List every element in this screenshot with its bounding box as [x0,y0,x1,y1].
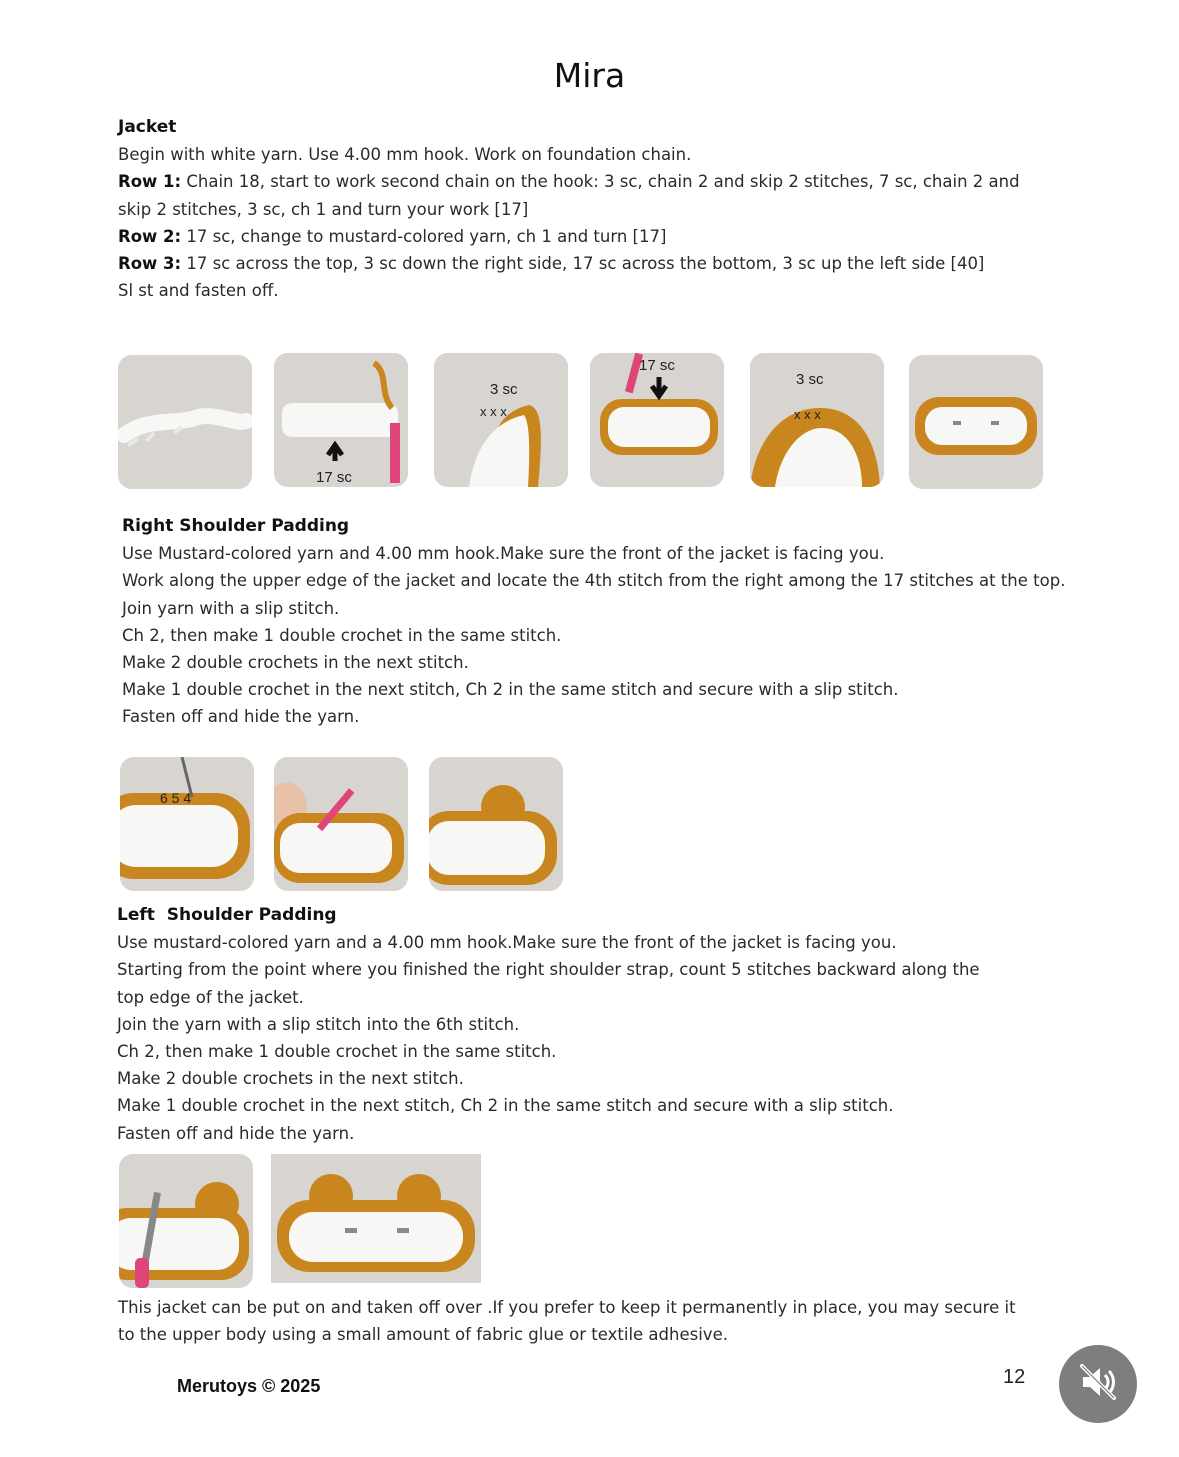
right-shoulder-heading: Right Shoulder Padding [122,516,350,536]
photo-foundation-chain [118,355,252,489]
right-shoulder-step-2: Work along the upper edge of the jacket and locate the 4th stitch from the right among the 17 stitches at the top. [122,571,1066,591]
left-shoulder-heading: Left Shoulder Padding [117,905,337,925]
left-shoulder-section [117,902,997,1147]
left-shoulder-step-4: Ch 2, then make 1 double crochet in the same stitch. [117,1042,557,1062]
left-shoulder-step-3: Join the yarn with a slip stitch into the 6th stitch. [117,1014,520,1034]
closing-note-text: This jacket can be put on and taken off over .If you prefer to keep it permanently in place, you may secure it to the upper body using a small amount of fabric glue or textile adhesive. [118,1298,1016,1345]
jacket-row-3 [118,250,1048,277]
photo-3sc-side [434,353,568,487]
photo-3sc-corner [750,353,884,487]
photo-marks-b: x x x [794,407,821,422]
right-shoulder-step-5: Make 2 double crochets in the next stitch. [122,653,469,673]
photo-label-3sc-a: 3 sc [490,381,518,398]
photo-right-shoulder-locate [120,757,254,891]
page-number: 12 [1003,1366,1026,1388]
photo-left-shoulder-hook [119,1154,253,1288]
jacket-section [118,114,1048,304]
left-shoulder-step-7: Fasten off and hide the yarn. [117,1123,355,1143]
row-3-label: Row 3: [118,254,182,274]
footer-brand: Merutoys © 2025 [177,1376,321,1396]
jacket-heading: Jacket [118,117,177,137]
jacket-row-1 [118,168,1048,222]
left-shoulder-step-5: Make 2 double crochets in the next stitch. [117,1069,464,1089]
right-shoulder-step-3: Join yarn with a slip stitch. [122,598,340,618]
photo-label-17sc-a: 17 sc [316,469,352,486]
photo-jacket-complete [909,355,1043,489]
row-2-label: Row 2: [118,226,182,246]
row-1-label: Row 1: [118,172,182,192]
speaker-muted-icon [1078,1362,1118,1406]
jacket-row-2 [118,223,1048,250]
photo-right-shoulder-done [429,757,563,891]
jacket-intro: Begin with white yarn. Use 4.00 mm hook. Work on foundation chain. [118,145,692,165]
photo-left-shoulder-complete [271,1154,481,1283]
right-shoulder-section [122,513,1066,731]
photo-label-654: 6 5 4 [160,790,192,806]
left-shoulder-step-2: Starting from the point where you finished the right shoulder strap, count 5 stitches backward along the top edge of the jacket. [117,960,980,1007]
mute-button[interactable] [1059,1345,1137,1423]
row-1-text: Chain 18, start to work second chain on the hook: 3 sc, chain 2 and skip 2 stitches, 7 sc, chain 2 and skip 2 stitches, 3 sc, ch 1 and turn your work [17] [118,172,1020,219]
row-2-text: 17 sc, change to mustard-colored yarn, ch 1 and turn [17] [181,226,667,246]
right-shoulder-step-6: Make 1 double crochet in the next stitch, Ch 2 in the same stitch and secure with a slip stitch. [122,680,899,700]
photo-label-3sc-b: 3 sc [796,371,824,388]
page-title: Mira [553,56,626,95]
photo-marks-a: x x x [480,404,507,419]
photo-row-2 [274,353,408,487]
right-shoulder-step-4: Ch 2, then make 1 double crochet in the same stitch. [122,625,562,645]
left-shoulder-step-6: Make 1 double crochet in the next stitch, Ch 2 in the same stitch and secure with a slip stitch. [117,1096,894,1116]
photo-17sc-bottom [590,353,724,487]
right-shoulder-step-1: Use Mustard-colored yarn and 4.00 mm hook.Make sure the front of the jacket is facing you. [122,544,885,564]
right-shoulder-step-7: Fasten off and hide the yarn. [122,707,360,727]
photo-right-shoulder-hook [274,757,408,891]
jacket-finish: Sl st and fasten off. [118,281,279,301]
photo-label-17sc-b: 17 sc [639,357,675,374]
closing-note [118,1294,1018,1348]
left-shoulder-step-1: Use mustard-colored yarn and a 4.00 mm hook.Make sure the front of the jacket is facing you. [117,933,897,953]
row-3-text: 17 sc across the top, 3 sc down the right side, 17 sc across the bottom, 3 sc up the left side [40] [181,254,985,274]
